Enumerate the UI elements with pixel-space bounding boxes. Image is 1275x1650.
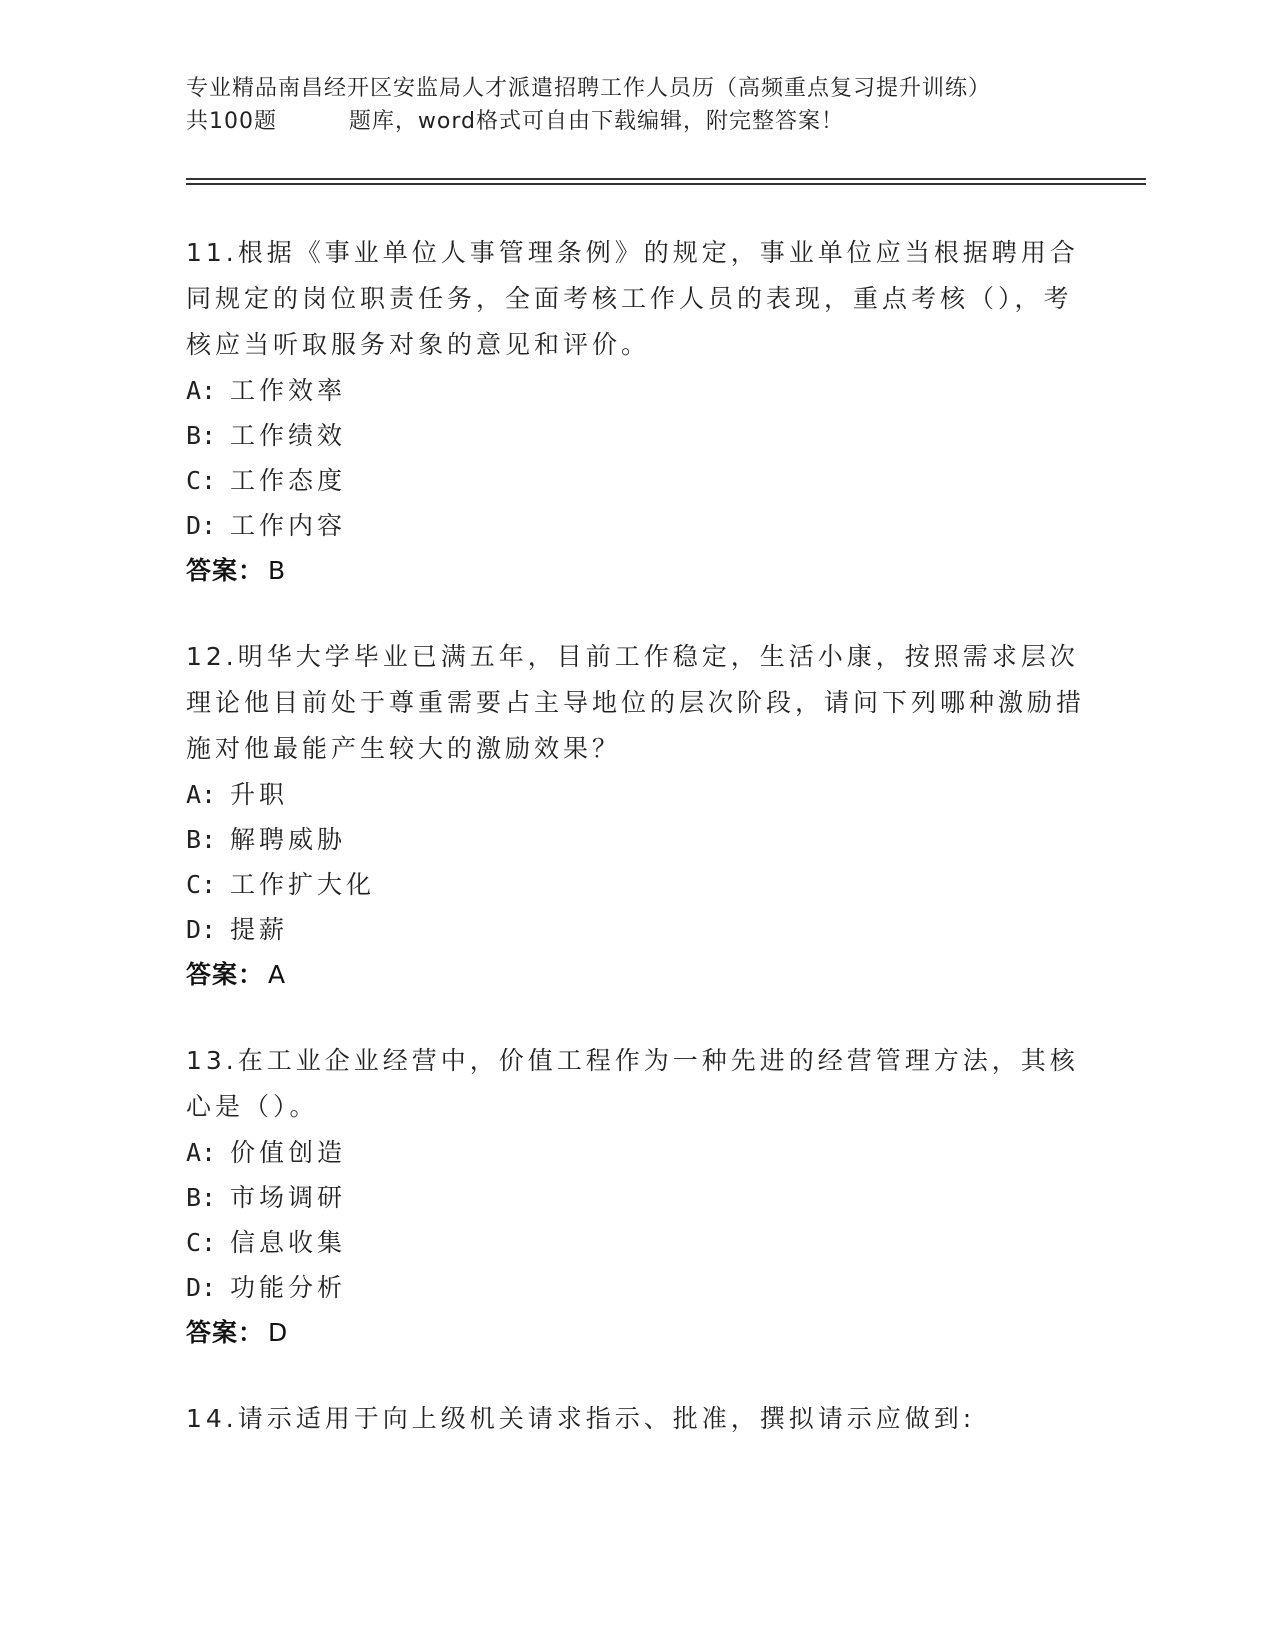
option-c <box>186 862 1086 907</box>
option-text: 提薪 <box>230 915 289 944</box>
answer-line <box>186 548 1086 594</box>
option-d <box>186 907 1086 952</box>
option-b <box>186 413 1086 458</box>
question-13 <box>186 1038 1086 1356</box>
option-d <box>186 1265 1086 1310</box>
option-key: B: <box>186 1183 217 1212</box>
question-12 <box>186 634 1086 998</box>
header-divider-top <box>186 178 1146 180</box>
answer-line <box>186 1310 1086 1356</box>
option-key: C: <box>186 466 217 495</box>
answer-line <box>186 952 1086 998</box>
option-d <box>186 503 1086 548</box>
answer-value: D <box>268 1318 289 1347</box>
option-key: D: <box>186 1273 217 1302</box>
option-c <box>186 458 1086 503</box>
header-title: 专业精品南昌经开区安监局人才派遣招聘工作人员历（高频重点复习提升训练） <box>186 76 992 101</box>
option-key: A: <box>186 376 217 405</box>
header-subtitle: 共100题 题库，word格式可自由下载编辑，附完整答案！ <box>186 109 845 134</box>
option-text: 解聘威胁 <box>230 825 347 854</box>
answer-label: 答案： <box>186 960 265 989</box>
question-14 <box>186 1396 1086 1442</box>
option-a <box>186 368 1086 413</box>
option-key: D: <box>186 511 217 540</box>
option-key: B: <box>186 825 217 854</box>
option-c <box>186 1220 1086 1265</box>
answer-value: A <box>268 960 287 989</box>
question-11 <box>186 230 1086 594</box>
option-text: 工作内容 <box>230 511 347 540</box>
option-key: A: <box>186 780 217 809</box>
option-text: 信息收集 <box>230 1228 347 1257</box>
answer-label: 答案： <box>186 1318 265 1347</box>
header-divider-bottom <box>186 183 1146 185</box>
option-text: 工作扩大化 <box>230 870 376 899</box>
option-key: C: <box>186 870 217 899</box>
option-key: A: <box>186 1138 217 1167</box>
option-text: 价值创造 <box>230 1138 347 1167</box>
option-key: B: <box>186 421 217 450</box>
option-b <box>186 1175 1086 1220</box>
question-list <box>186 230 1086 1482</box>
option-b <box>186 817 1086 862</box>
option-key: D: <box>186 915 217 944</box>
option-text: 市场调研 <box>230 1183 347 1212</box>
document-header <box>186 72 1086 138</box>
question-text: 14.请示适用于向上级机关请求指示、批准，撰拟请示应做到: <box>186 1404 976 1433</box>
option-a <box>186 1130 1086 1175</box>
question-text: 13.在工业企业经营中，价值工程作为一种先进的经营管理方法，其核心是（）。 <box>186 1046 1079 1121</box>
option-key: C: <box>186 1228 217 1257</box>
answer-value: B <box>268 556 287 585</box>
option-text: 工作态度 <box>230 466 347 495</box>
question-text: 12.明华大学毕业已满五年，目前工作稳定，生活小康，按照需求层次理论他目前处于尊重需要占主导地位的层次阶段，请问下列哪种激励措施对他最能产生较大的激励效果？ <box>186 642 1086 763</box>
option-text: 工作绩效 <box>230 421 347 450</box>
option-a <box>186 772 1086 817</box>
option-text: 功能分析 <box>230 1273 347 1302</box>
option-text: 工作效率 <box>230 376 347 405</box>
question-text: 11.根据《事业单位人事管理条例》的规定，事业单位应当根据聘用合同规定的岗位职责任务，全面考核工作人员的表现，重点考核（），考核应当听取服务对象的意见和评价。 <box>186 238 1079 359</box>
answer-label: 答案： <box>186 556 265 585</box>
option-text: 升职 <box>230 780 289 809</box>
